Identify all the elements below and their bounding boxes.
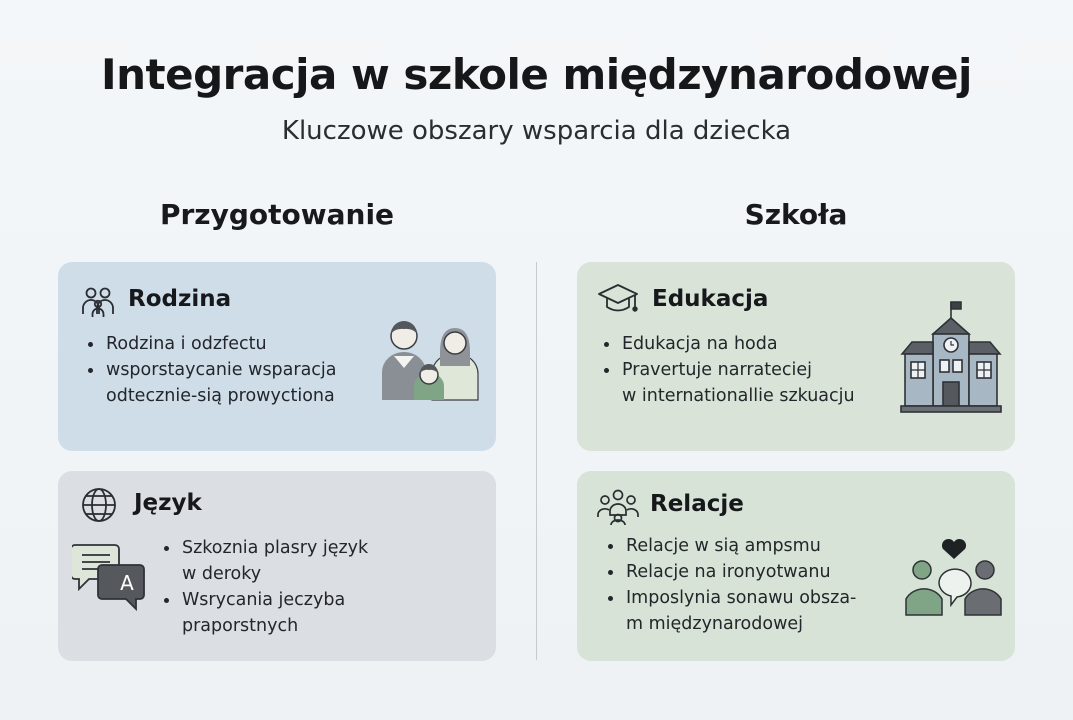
bullet-line: Szkoznia plasry język xyxy=(182,538,369,558)
bullet-line: Imposlynia sonawu obsza- xyxy=(626,588,857,608)
list-item xyxy=(86,331,337,357)
bullet-line: odtecznie-sią prowyctiona xyxy=(106,386,335,406)
card-education xyxy=(577,262,1015,451)
card-title-language: Język xyxy=(134,490,202,516)
chat-letter: A xyxy=(120,571,134,595)
bullet-line: w deroky xyxy=(182,564,262,584)
relations-bullet-list xyxy=(606,533,856,637)
family-bullet-list xyxy=(86,331,337,409)
card-relations xyxy=(577,471,1015,661)
list-item xyxy=(86,357,337,409)
bullet-line: Wsrycania jeczyba xyxy=(182,590,346,610)
list-item xyxy=(606,559,856,585)
education-bullet-list xyxy=(602,331,855,409)
bullet-line: praporstnych xyxy=(182,616,299,636)
graduation-cap-icon xyxy=(597,282,639,324)
list-item xyxy=(606,533,856,559)
card-title-education: Edukacja xyxy=(652,286,769,312)
language-bullet-list xyxy=(162,535,368,639)
bullet-line: Edukacja na hoda xyxy=(622,334,778,354)
card-family xyxy=(58,262,496,451)
bullet-line: m międzynarodowej xyxy=(626,614,804,634)
globe-icon xyxy=(80,486,118,528)
bullet-line: wsporstaycanie wsparacja xyxy=(106,360,337,380)
bullet-line: Relacje na ironyotwanu xyxy=(626,562,831,582)
card-language xyxy=(58,471,496,661)
bullet-line: Relacje w sią ampsmu xyxy=(626,536,821,556)
family-illustration xyxy=(380,312,480,406)
school-building-illustration xyxy=(899,300,1003,418)
column-heading-school: Szkoła xyxy=(744,198,848,231)
list-item xyxy=(602,331,855,357)
card-title-family: Rodzina xyxy=(128,286,232,312)
page-title: Integracja w szkole międzynarodowej xyxy=(101,50,972,99)
column-divider xyxy=(536,262,537,660)
bullet-line: Pravertuje narrateciej xyxy=(622,360,812,380)
page-subtitle: Kluczowe obszary wsparcia dla dziecka xyxy=(281,116,792,146)
list-item xyxy=(162,535,368,587)
people-group-icon xyxy=(597,487,639,529)
list-item xyxy=(602,357,855,409)
family-icon xyxy=(80,284,116,324)
column-heading-preparation: Przygotowanie xyxy=(159,198,395,231)
list-item xyxy=(162,587,368,639)
bullet-line: w internationallie szkuacju xyxy=(622,386,855,406)
list-item xyxy=(606,585,856,637)
friends-heart-illustration xyxy=(905,533,1003,621)
card-title-relations: Relacje xyxy=(650,491,744,517)
bullet-line: Rodzina i odzfectu xyxy=(106,334,267,354)
